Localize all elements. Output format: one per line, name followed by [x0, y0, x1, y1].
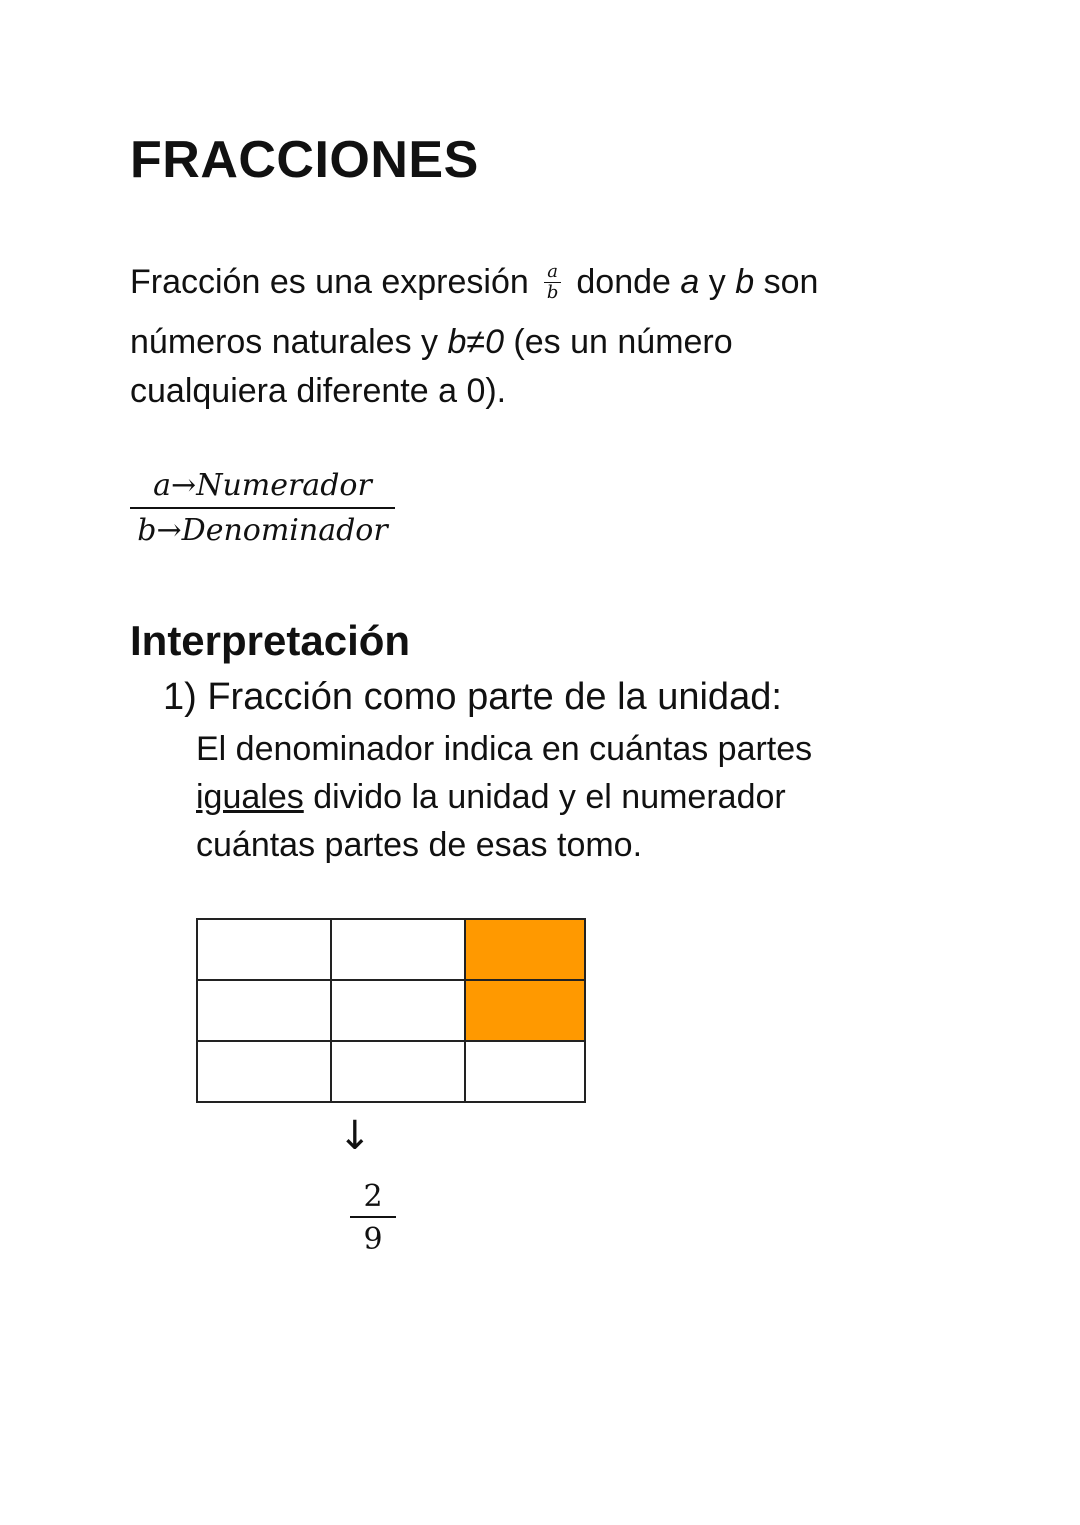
numerator-label: a→Numerador — [130, 467, 395, 509]
grid-cell — [465, 980, 585, 1041]
item-text-line-3: cuántas partes de esas tomo. — [196, 826, 643, 864]
section-title: Interpretación — [130, 617, 411, 664]
definition-line-2: números naturales y b≠0 (es un número — [130, 323, 733, 361]
underlined-word: iguales — [196, 778, 304, 816]
grid-cell — [331, 919, 465, 980]
grid-cell — [197, 1041, 331, 1102]
grid-row — [197, 1041, 585, 1102]
definition-line-3: cualquiera diferente a 0). — [130, 372, 507, 410]
example-denominator: 9 — [363, 1222, 383, 1257]
item-heading: 1) Fracción como parte de la unidad: — [163, 676, 782, 718]
denominator-label: b→Denominador — [137, 513, 388, 548]
grid-row — [197, 980, 585, 1041]
down-arrow-icon: ↓ — [338, 1113, 372, 1159]
item-text-line-1: El denominador indica en cuántas partes — [196, 730, 813, 768]
grid-cell — [465, 919, 585, 980]
item-text-line-2: iguales divido la unidad y el numerador — [196, 778, 786, 816]
grid-cell — [331, 980, 465, 1041]
grid-cell — [465, 1041, 585, 1102]
numerator-denominator-fraction — [130, 467, 395, 553]
inline-fraction: $\frac{a}{b}$ — [544, 262, 561, 303]
grid-cell — [197, 980, 331, 1041]
grid-cell — [197, 919, 331, 980]
example-numerator: 2 — [350, 1178, 396, 1218]
grid-cell — [331, 1041, 465, 1102]
page-title: FRACCIONES — [130, 131, 479, 189]
definition-line-1: Fracción es una expresión $\frac{a}{b}$ donde a y b son — [130, 260, 819, 303]
example-fraction — [350, 1178, 396, 1262]
fraction-grid — [196, 918, 586, 1103]
grid-row — [197, 919, 585, 980]
